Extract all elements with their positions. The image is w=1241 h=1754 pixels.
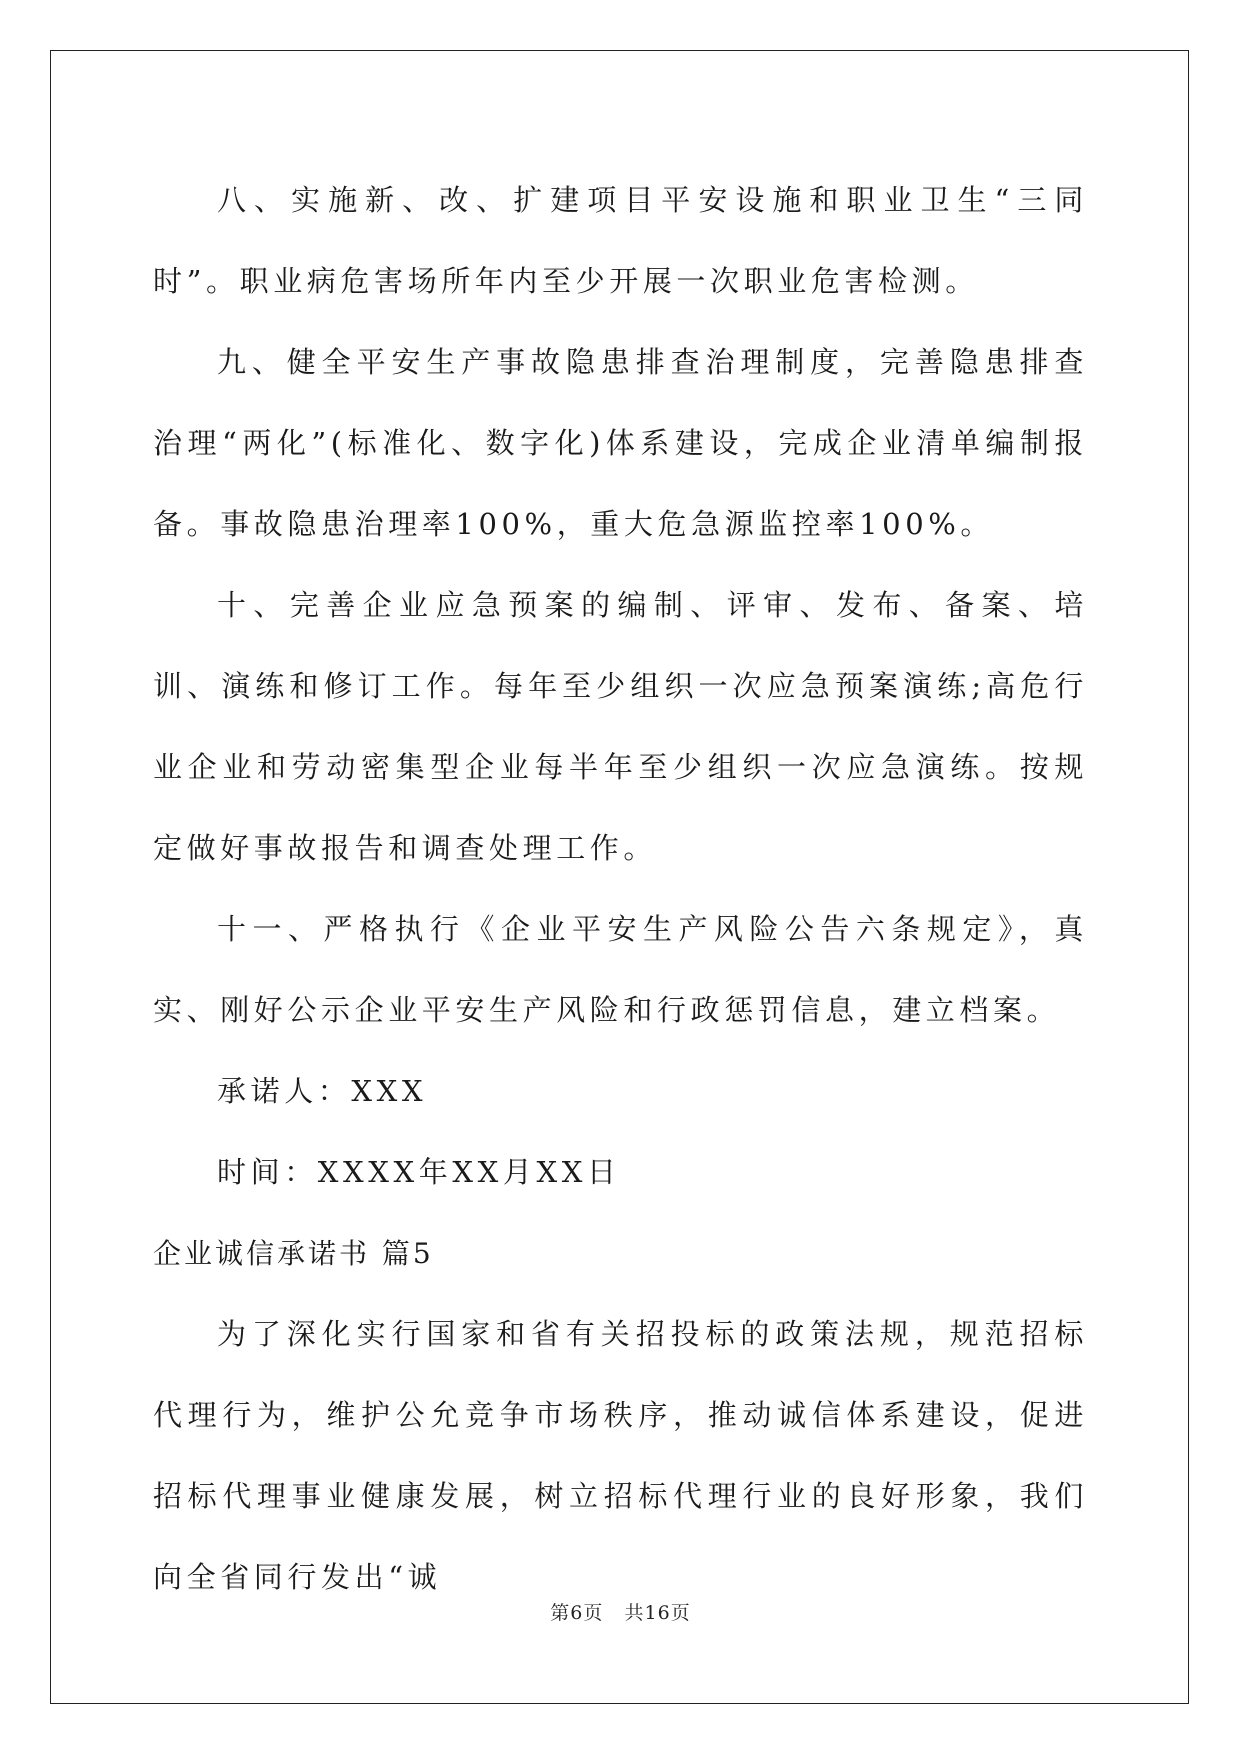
paragraph-10: 十、完善企业应急预案的编制、评审、发布、备案、培训、演练和修订工作。每年至少组织一次应急预案演练;高危行业企业和劳动密集型企业每半年至少组织一次应急演练。按规定做好事故报告和调查处理工作。 xyxy=(153,588,1088,865)
paragraph-11: 十一、严格执行《企业平安生产风险公告六条规定》，真实、刚好公示企业平安生产风险和行政惩罚信息，建立档案。 xyxy=(153,912,1088,1027)
section-paragraph: 为了深化实行国家和省有关招投标的政策法规，规范招标代理行为，维护公允竞争市场秩序，推动诚信体系建设，促进招标代理事业健康发展，树立招标代理行业的良好形象，我们向全省同行发出“诚 xyxy=(153,1317,1088,1594)
paragraph-9: 九、健全平安生产事故隐患排查治理制度，完善隐患排查治理“两化”(标准化、数字化)体系建设，完成企业清单编制报备。事故隐患治理率100%，重大危急源监控率100%。 xyxy=(153,345,1088,541)
paragraph-8: 八、实施新、改、扩建项目平安设施和职业卫生“三同时”。职业病危害场所年内至少开展一次职业危害检测。 xyxy=(153,183,1088,298)
page-total: 共16页 xyxy=(624,1602,691,1624)
section-heading: 企业诚信承诺书 篇5 xyxy=(153,1237,434,1270)
promisor-line: 承诺人：XXX xyxy=(217,1074,428,1108)
page-footer xyxy=(0,1598,1241,1625)
page-number: 第6页 xyxy=(550,1602,604,1624)
document-body xyxy=(153,160,1088,1618)
date-line: 时间：XXXX年XX月XX日 xyxy=(217,1155,621,1189)
